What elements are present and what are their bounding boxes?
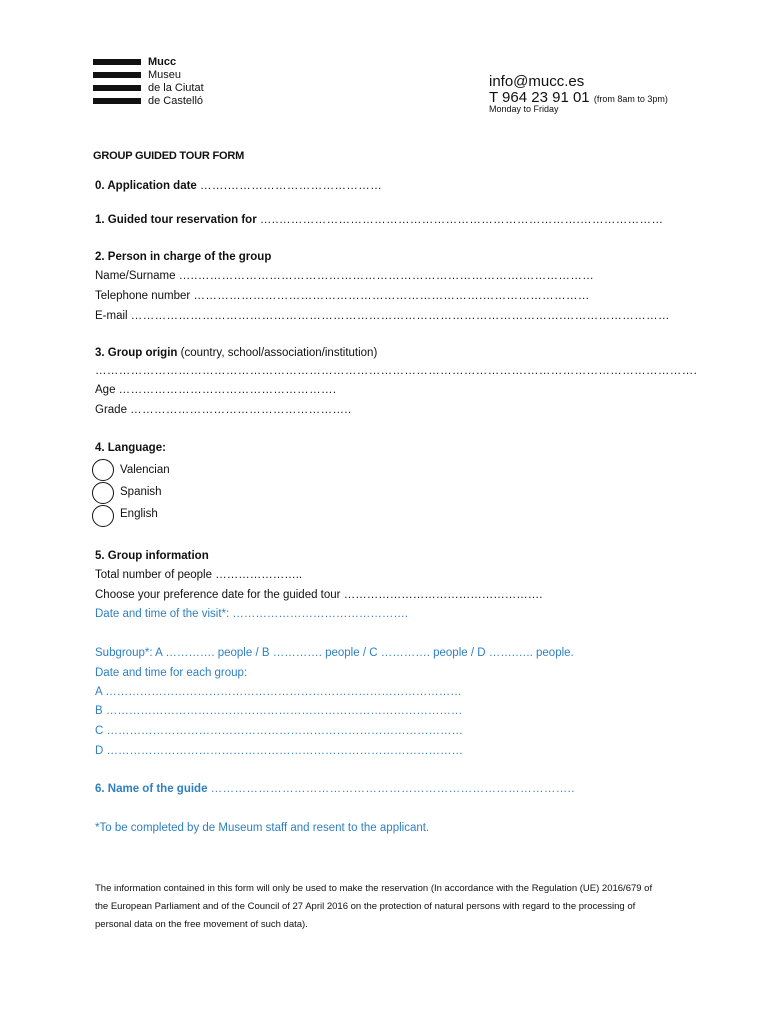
- privacy-notice: The information contained in this form will only be used to make the reservation (In accordance with the Regulation (UE) 2016/679 of the European Parliament and of the Council of 27 April 2016 on the protection of natural persons with regard to the processing of personal data on the free movement of such data).: [95, 883, 653, 930]
- telephone-row: [95, 290, 590, 302]
- name-label: Name/Surname: [95, 270, 176, 282]
- grade-field[interactable]: ………………………………………………..: [130, 404, 352, 416]
- each-group-label: Date and time for each group:: [95, 667, 248, 679]
- age-row: [95, 384, 336, 396]
- email-label: E-mail: [95, 310, 128, 322]
- guide-name-row: [95, 783, 575, 795]
- english-radio[interactable]: [92, 505, 114, 527]
- name-row: [95, 270, 594, 282]
- contact-email[interactable]: info@mucc.es: [489, 73, 585, 90]
- group-d-field[interactable]: D …………………………………………………………………………………: [95, 745, 463, 757]
- visit-datetime-field[interactable]: Date and time of the visit*: ……………………………………….: [95, 608, 409, 620]
- application-date-label: 0. Application date: [95, 180, 197, 192]
- contact-days: Monday to Friday: [489, 104, 559, 114]
- logo-name: [148, 56, 204, 108]
- name-field[interactable]: …..……………………………………………………………………….………………: [178, 270, 595, 282]
- logo-line: Museu: [148, 69, 182, 81]
- group-information-heading: 5. Group information: [95, 550, 209, 562]
- preference-date-field[interactable]: Choose your preference date for the guided tour …………………………………………….: [95, 589, 543, 601]
- guide-name-label: 6. Name of the guide: [95, 783, 208, 795]
- phone-number[interactable]: T 964 23 91 01: [489, 89, 590, 106]
- reservation-for-field[interactable]: …..………………………………………………………………….…………………: [259, 214, 664, 226]
- application-date-field[interactable]: …….…………………………………: [200, 180, 383, 192]
- group-origin-field[interactable]: ……………………………………………………………………………………………….…………………………………….: [95, 365, 698, 377]
- total-people-field[interactable]: Total number of people …………………..: [95, 569, 303, 581]
- subgroup-field[interactable]: Subgroup*: A …………. people / B …………. people / C …………. people / D …….….. people.: [95, 647, 574, 659]
- guide-name-field[interactable]: ………………………………………………………………………………..: [210, 783, 575, 795]
- group-origin-label: 3. Group origin: [95, 347, 178, 359]
- logo-line: de Castelló: [148, 95, 204, 107]
- logo-line: de la Ciutat: [148, 82, 204, 94]
- application-date-row: [95, 180, 382, 192]
- phone-hours: (from 8am to 3pm): [593, 94, 668, 104]
- grade-label: Grade: [95, 404, 127, 416]
- grade-row: [95, 404, 352, 416]
- logo-line: Mucc: [148, 56, 177, 68]
- language-heading: 4. Language:: [95, 442, 166, 454]
- logo-bar: [93, 59, 141, 65]
- reservation-for-label: 1. Guided tour reservation for: [95, 214, 257, 226]
- group-b-field[interactable]: B …………………………………………………………………………………: [95, 705, 463, 717]
- logo-bar: [93, 85, 141, 91]
- english-label: English: [120, 508, 158, 520]
- group-a-field[interactable]: A …………………………………………………………………………………: [95, 686, 462, 698]
- telephone-label: Telephone number: [95, 290, 191, 302]
- form-title: GROUP GUIDED TOUR FORM: [93, 150, 245, 162]
- logo-bar: [93, 72, 141, 78]
- logo-bar: [93, 98, 141, 104]
- email-row: [95, 310, 670, 322]
- spanish-label: Spanish: [120, 486, 162, 498]
- group-origin-hint: (country, school/association/institution): [180, 347, 378, 359]
- group-c-field[interactable]: C …………………………………………………………………………………: [95, 725, 463, 737]
- person-in-charge-heading: 2. Person in charge of the group: [95, 251, 272, 263]
- age-label: Age: [95, 384, 116, 396]
- email-field[interactable]: ……………………………………………………………………………………………….………………………: [130, 310, 670, 322]
- valencian-label: Valencian: [120, 464, 170, 476]
- telephone-field[interactable]: ……………………………………………………………….………………………: [193, 290, 590, 302]
- age-field[interactable]: ……………………………………………….: [118, 384, 337, 396]
- group-origin-heading: [95, 347, 377, 359]
- spanish-radio[interactable]: [92, 482, 114, 504]
- valencian-radio[interactable]: [92, 459, 114, 481]
- staff-note: *To be completed by de Museum staff and resent to the applicant.: [95, 822, 430, 834]
- reservation-for-row: [95, 214, 663, 226]
